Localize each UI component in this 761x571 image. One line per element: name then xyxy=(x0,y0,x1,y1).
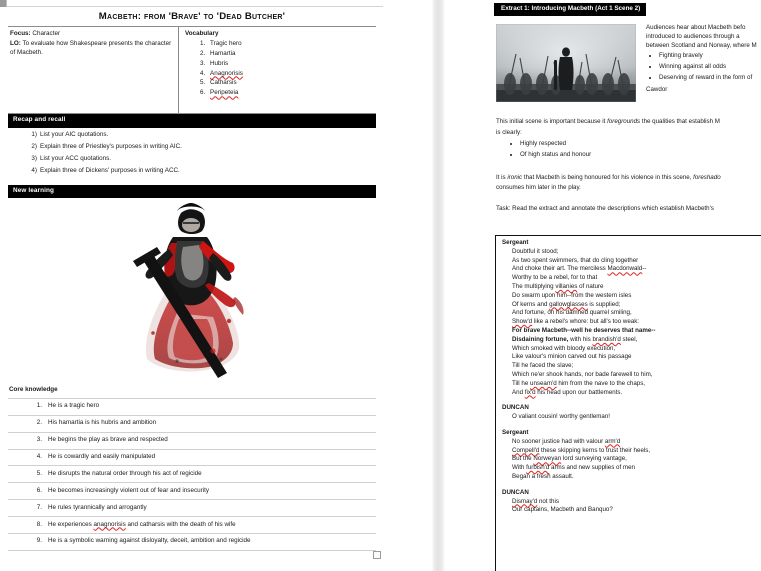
third-paragraph-line2: consumes him later in the play. xyxy=(496,184,581,192)
recap-item: Explain three of Dickens' purposes in writing ACC. xyxy=(40,166,180,174)
core-knowledge-item: He begins the play as brave and respected xyxy=(8,433,376,450)
extract-line: Which ne'er shook hands, nor bade farewell to him, xyxy=(512,370,653,378)
vocabulary-item: 5. Catharsis xyxy=(207,79,372,88)
spellcheck-underline: Anagnorisis xyxy=(210,69,243,77)
extract-line: For brave Macbeth--well he deserves that name-- xyxy=(512,326,656,334)
focus-line xyxy=(10,30,172,39)
task-text: Task: Read the extract and annotate the descriptions which establish Macbeth's xyxy=(496,205,714,213)
spellcheck-underline: gallowglasses xyxy=(549,300,588,308)
sp-italic: foregrounds xyxy=(607,118,641,126)
second-paragraph-line xyxy=(496,118,761,127)
extract-line: Which smoked with bloody execution, xyxy=(512,344,616,352)
intro-line-1: Audiences hear about Macbeth befo xyxy=(646,24,746,32)
core-knowledge-item: He is a symbolic warning against disloyalty, deceit, ambition and regicide xyxy=(8,534,376,551)
intro-bullet-item: • Winning against all odds xyxy=(659,63,761,72)
third-paragraph-line xyxy=(496,174,761,183)
extract-line: Till he faced the slave; xyxy=(512,362,574,370)
vocabulary-item xyxy=(207,89,372,98)
extract-line: With furbish'd arms and new supplies of men xyxy=(512,464,635,472)
recap-heading-bar: Recap and recall xyxy=(8,114,376,127)
vocabulary-item: 3. Hubris xyxy=(207,60,372,69)
extract-block-gap xyxy=(502,482,761,489)
left-pane-topbar xyxy=(0,0,430,8)
topbar-rule xyxy=(7,6,383,7)
core-knowledge-item: He disrupts the natural order through his act of regicide xyxy=(8,466,376,483)
spellcheck-underline: Show'd xyxy=(512,318,533,326)
intro-bullet-item: • Fighting bravely xyxy=(659,52,761,61)
spellcheck-underline: arm'd xyxy=(604,437,621,445)
extract-line: Our captains, Macbeth and Banquo? xyxy=(512,506,613,514)
third-paragraph xyxy=(496,174,761,194)
speaker-name: Sergeant xyxy=(502,239,529,246)
speaker-name: Sergeant xyxy=(502,428,529,436)
second-paragraph-line2: is clearly: xyxy=(496,129,522,137)
pane-resize-handle[interactable] xyxy=(373,551,381,559)
focus-label: Focus: xyxy=(10,30,31,38)
spellcheck-underline: villanies xyxy=(555,282,578,290)
extract-line: The multiplying villanies of nature xyxy=(512,282,604,290)
second-paragraph xyxy=(496,118,761,159)
spellcheck-underline: Norweyan xyxy=(533,455,562,463)
macbeth-warrior-ink-illustration xyxy=(8,200,376,384)
spellcheck-underline: fix'd xyxy=(524,388,536,396)
recap-item: List your AIC quotations. xyxy=(40,130,109,138)
vocabulary-item: 1. Tragic hero xyxy=(207,40,372,49)
second-bullet-list xyxy=(496,140,761,160)
extract-line: Till he unseam'd him from the nave to the chaps, xyxy=(512,379,646,387)
vocabulary-item: 2. Hamartia xyxy=(207,50,372,59)
extract-line: Compell'd these skipping kerns to trust their heels, xyxy=(512,446,651,454)
spellcheck-underline: Peripeteia xyxy=(210,89,239,97)
focus-cell xyxy=(8,27,179,113)
recap-list xyxy=(8,131,376,176)
core-knowledge-item: He is a tragic hero xyxy=(8,399,376,416)
qualities-bullet-item: • Of high status and honour xyxy=(520,151,761,160)
extract-line: And fix'd his head upon our battlements. xyxy=(512,388,623,396)
intro-text xyxy=(646,24,761,102)
core-knowledge-item: He experiences anagnorisis and catharsis with the death of his wife xyxy=(8,517,376,534)
core-knowledge-heading: Core knowledge xyxy=(9,386,58,394)
spellcheck-underline: unseam'd xyxy=(530,379,557,387)
extract-line: As two spent swimmers, that do cling together xyxy=(512,256,639,264)
extract-line: Do swarm upon him--from the western isles xyxy=(512,291,632,299)
extract-text-box[interactable] xyxy=(495,235,761,571)
tp-part2: that Macbeth is being honoured for his violence in this scene, xyxy=(522,173,694,181)
recap-item: Explain three of Priestley's purposes in writing AIC. xyxy=(40,142,182,150)
extract-block-gap xyxy=(502,397,761,404)
extract-line: But the Norweyan lord surveying vantage, xyxy=(512,455,627,463)
core-knowledge-item: His hamartia is his hubris and ambition xyxy=(8,416,376,433)
spellcheck-underline: Dismay'd xyxy=(512,497,538,505)
spellcheck-underline: Compell'd xyxy=(512,446,540,454)
qualities-bullet-item: • Highly respected xyxy=(520,140,761,149)
extract-line-bold-part: Disdaining fortune, xyxy=(512,335,569,343)
lo-value: To evaluate how Shakespeare presents the character of Macbeth. xyxy=(10,39,172,56)
extract-line: O valiant cousin! worthy gentleman! xyxy=(512,413,611,421)
spellcheck-underline: brandish'd xyxy=(592,335,621,343)
task-line xyxy=(496,205,761,214)
battlefield-scene-graphic xyxy=(496,24,636,102)
speaker-name: DUNCAN xyxy=(502,488,529,496)
intro-row xyxy=(496,24,761,102)
lo-label: LO: xyxy=(10,39,21,47)
extract-title-bar: Extract 1: Introducing Macbeth (Act 1 Scene 2) xyxy=(494,3,646,16)
core-knowledge-item: He becomes increasingly violent out of fear and insecurity xyxy=(8,483,376,500)
pane-gutter xyxy=(430,0,485,571)
right-document-pane[interactable] xyxy=(485,0,761,571)
recap-item: List your ACC quotations. xyxy=(40,154,112,162)
sp-part1: This initial scene is important because it xyxy=(496,118,608,126)
intro-bullet-list xyxy=(646,52,761,83)
spellcheck-underline: Macdonwald xyxy=(607,265,643,273)
extract-line: Doubtful it stood; xyxy=(512,247,559,255)
intro-tail: Cawdor xyxy=(646,85,668,93)
extract-line: Worthy to be a rebel, for to that xyxy=(512,274,598,282)
core-knowledge-list xyxy=(8,398,376,551)
macbeth-battlefield-photo xyxy=(496,24,636,102)
extract-block-gap xyxy=(502,422,761,429)
vocabulary-heading: Vocabulary xyxy=(185,30,219,38)
vocabulary-item xyxy=(207,70,372,79)
tp-part1: It is xyxy=(496,173,508,181)
core-knowledge-item: He is cowardly and easily manipulated xyxy=(8,450,376,467)
extract-line: Began a fresh assault. xyxy=(512,472,574,480)
intro-bullet-item: • Deserving of reward in the form of xyxy=(659,74,761,83)
tp-italic2: foreshado xyxy=(693,173,721,181)
page-title: Macbeth: from 'Brave' to 'Dead Butcher' xyxy=(98,11,286,22)
extract-line: And choke their art. The merciless Macdonwald-- xyxy=(512,265,647,273)
vocabulary-list xyxy=(185,40,372,98)
speaker-name: DUNCAN xyxy=(502,404,529,412)
window-tab-nub[interactable] xyxy=(0,0,7,7)
vocabulary-cell xyxy=(179,27,376,113)
left-document-body xyxy=(8,9,376,551)
core-knowledge-item: He rules tyrannically and arrogantly xyxy=(8,500,376,517)
new-learning-heading-bar: New learning xyxy=(8,185,376,198)
focus-vocabulary-table xyxy=(8,26,376,114)
intro-line-3: between Scotland and Norway, where M xyxy=(646,42,757,50)
focus-value: Character xyxy=(30,30,61,38)
extract-line: Of kerns and gallowglasses is supplied; xyxy=(512,300,621,308)
extract-line: No sooner justice had with valour arm'd xyxy=(512,437,621,445)
tp-italic1: ironic xyxy=(507,173,523,181)
sp-part2: the qualities that establish M xyxy=(640,118,720,126)
lo-line xyxy=(10,40,172,57)
extract-line: Disdaining fortune, with his brandish'd steel, xyxy=(512,335,638,343)
extract-line: Like valour's minion carved out his passage xyxy=(512,353,632,361)
spellcheck-underline: anagnorisis xyxy=(93,520,126,528)
spellcheck-underline: furbish'd xyxy=(526,464,550,472)
gutter-shadow-band xyxy=(432,0,445,571)
extract-line: And fortune, on his damned quarrel smiling, xyxy=(512,309,632,317)
intro-line-2: introduced to audiences through a xyxy=(646,33,740,41)
extract-line: Show'd like a rebel's whore: but all's too weak: xyxy=(512,318,640,326)
extract-line: Dismay'd not this xyxy=(512,497,559,505)
warrior-figure-graphic xyxy=(117,201,267,383)
